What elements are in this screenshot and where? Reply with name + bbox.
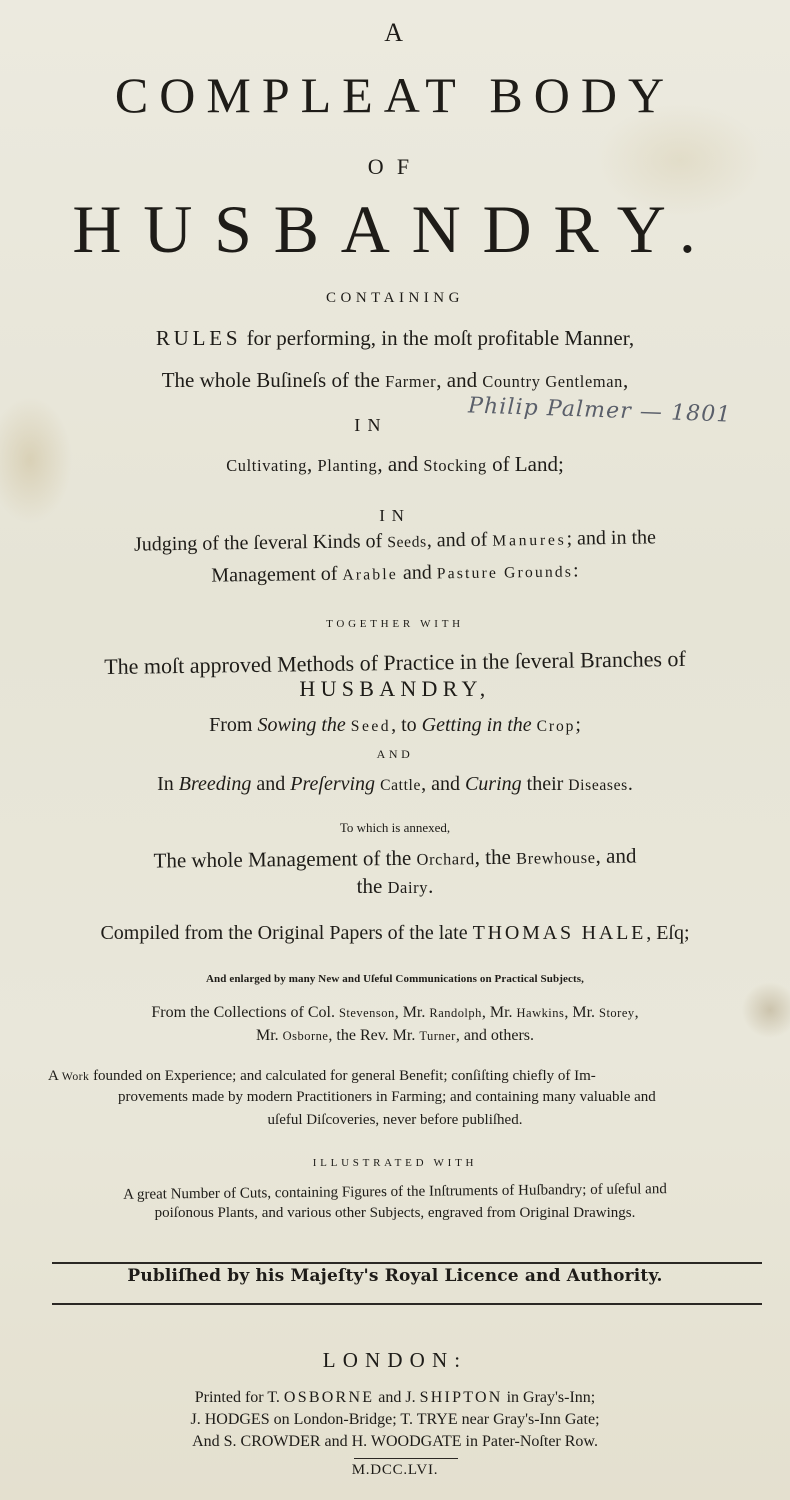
judging-line — [0, 524, 790, 558]
whole-business-line — [0, 368, 790, 393]
in-heading-2: IN — [379, 506, 411, 525]
breeding-i: their — [521, 773, 569, 795]
osborne-line — [0, 1027, 790, 1045]
printed2-c: on London-Bridge; T. — [269, 1411, 417, 1428]
rules-text: for performing, in the moſt profitable Manner, — [241, 326, 635, 350]
from-g: , Mr. — [564, 1004, 600, 1021]
management-line — [0, 556, 790, 590]
imprint-date: M.DCC.LVI. — [351, 1462, 439, 1478]
sowing-italic: Sowing the — [257, 714, 346, 736]
manures-caps: Manures — [492, 531, 567, 550]
together-with-heading: TOGETHER WITH — [326, 618, 464, 630]
getting-italic: Getting in the — [421, 714, 532, 736]
orchard-c: , the — [474, 844, 517, 870]
stevenson-caps: Stevenson — [338, 1006, 395, 1020]
cattle-caps: Cattle — [380, 777, 422, 794]
illustrated-with-heading: ILLUSTRATED WITH — [312, 1157, 478, 1169]
work-a: A — [48, 1068, 62, 1084]
management-text-c: and — [397, 561, 437, 584]
from-c: , Mr. — [394, 1004, 430, 1021]
hodges-name: HODGES — [204, 1411, 270, 1428]
printed2-a: J. — [190, 1411, 205, 1428]
title-article: A — [384, 18, 406, 47]
sowing-line — [0, 714, 790, 737]
rules-line — [0, 326, 790, 351]
osborne-name: OSBORNE — [283, 1389, 375, 1406]
farmer-caps: Farmer — [385, 372, 437, 391]
orchard-line — [0, 842, 790, 875]
osborne-a: Mr. — [255, 1027, 283, 1044]
most-approved-line: The moſt approved Methods of Practice in the ſeveral Branches of — [104, 645, 686, 680]
imprint-line-3 — [0, 1433, 790, 1451]
hawkins-caps: Hawkins — [516, 1006, 565, 1020]
printed3-a: And S. — [192, 1433, 241, 1450]
date-rule — [354, 1458, 458, 1459]
orchard-e: , and — [595, 843, 637, 868]
great-number-line: A great Number of Cuts, containing Figures of the Inſtruments of Huſbandry; of uſeful and — [123, 1181, 667, 1203]
cultivating-caps: Cultivating — [226, 456, 308, 475]
enlarged-line: And enlarged by many New and Uſeful Communications on Practical Subjects, — [205, 973, 585, 985]
and-heading: AND — [376, 747, 414, 761]
dairy-a: the — [356, 874, 388, 898]
work-c: founded on Experience; and calculated for general Benefit; conſiſting chiefly of Im- — [89, 1068, 596, 1084]
management-text-e: : — [572, 559, 579, 582]
arable-caps: Arable — [342, 565, 399, 584]
title-of: OF — [367, 154, 423, 179]
trye-name: TRYE — [416, 1411, 458, 1428]
work-caps: Work — [61, 1070, 90, 1083]
rule-top — [52, 1262, 762, 1264]
printed2-e: near Gray's-Inn Gate; — [457, 1411, 600, 1428]
breeding-g: , and — [421, 773, 465, 795]
osborne-e: , and others. — [455, 1027, 535, 1044]
breeding-c: and — [251, 773, 291, 795]
sowing-e: , to — [391, 714, 422, 736]
dairy-line — [0, 874, 790, 899]
judging-text-e: ; and in the — [566, 526, 657, 550]
osborne-c: , the Rev. Mr. — [328, 1027, 420, 1044]
dairy-c: . — [428, 874, 434, 898]
brewhouse-caps: Brewhouse — [516, 847, 596, 868]
woodgate-name: WOODGATE — [370, 1433, 462, 1450]
printed1-c: and J. — [374, 1389, 420, 1406]
from-i: , — [634, 1004, 639, 1021]
rules-word: RULES — [155, 326, 242, 350]
from-a: From the Collections of Col. — [151, 1004, 339, 1021]
management-text-a: Management of — [211, 562, 343, 587]
title-line-1: COMPLEAT BODY — [114, 67, 676, 123]
judging-text-c: , and of — [426, 528, 493, 552]
diseases-caps: Diseases — [568, 777, 628, 794]
work-line-1 — [48, 1068, 768, 1085]
planting-caps: Planting — [317, 456, 378, 475]
country-gentleman-caps: Country Gentleman — [482, 372, 623, 391]
seeds-caps: Seeds — [387, 533, 427, 552]
printed1-e: in Gray's-Inn; — [502, 1389, 596, 1406]
sowing-a: From — [209, 714, 258, 736]
shipton-name: SHIPTON — [419, 1389, 503, 1406]
judging-text-a: Judging of the ſeveral Kinds of — [133, 530, 388, 556]
turner-caps: Turner — [419, 1029, 456, 1043]
annexed-line: To which is annexed, — [339, 820, 451, 835]
owner-signature: Philip Palmer — 1801 — [467, 393, 732, 428]
stocking-caps: Stocking — [423, 456, 487, 475]
orchard-caps: Orchard — [416, 849, 475, 869]
whole-text-e: , — [623, 368, 629, 392]
work-line-3: uſeful Diſcoveries, never before publiſhed. — [267, 1112, 523, 1128]
pasture-grounds-caps: Pasture Grounds — [436, 563, 574, 583]
collections-line — [0, 1004, 790, 1022]
orchard-a: The whole Management of the — [153, 845, 417, 873]
poisonous-line: poiſonous Plants, and various other Subjects, engraved from Original Drawings. — [154, 1205, 636, 1221]
cultivating-line — [0, 452, 790, 477]
preserving-italic: Preſerving — [290, 773, 376, 795]
printed3-e: in Pater-Noſter Row. — [461, 1433, 598, 1450]
breeding-line — [0, 773, 790, 796]
curing-italic: Curing — [464, 773, 522, 795]
from-e: , Mr. — [481, 1004, 517, 1021]
compiled-a: Compiled from the Original Papers of the late — [100, 922, 473, 944]
printed1-a: Printed for T. — [194, 1389, 284, 1406]
randolph-caps: Randolph — [429, 1006, 482, 1020]
whole-text-a: The whole Buſineſs of the — [161, 368, 386, 392]
title-line-2: HUSBANDRY. — [72, 191, 718, 267]
containing-heading: CONTAINING — [326, 290, 464, 306]
breeding-a: In — [157, 773, 179, 795]
husbandry-subheading: HUSBANDRY, — [299, 676, 491, 701]
seed-caps: Seed — [350, 718, 392, 735]
rule-bottom — [52, 1303, 762, 1305]
work-line-2: provements made by modern Practitioners in Farming; and containing many valuable and — [118, 1089, 656, 1105]
sowing-i: ; — [575, 714, 581, 736]
published-line: Publiſhed by his Majeſty's Royal Licence and Authority. — [127, 1266, 663, 1286]
dairy-caps: Dairy — [387, 878, 429, 897]
author-name: THOMAS HALE — [472, 922, 647, 944]
crowder-name: CROWDER — [240, 1433, 321, 1450]
cultivating-end: of Land; — [486, 452, 564, 476]
crop-caps: Crop — [536, 718, 576, 735]
imprint-line-1 — [0, 1389, 790, 1407]
cultivating-sep-1: , — [307, 452, 318, 476]
imprint-city: LONDON: — [322, 1348, 468, 1372]
cultivating-sep-2: , and — [377, 452, 424, 476]
compiled-line — [0, 922, 790, 945]
storey-caps: Storey — [599, 1006, 635, 1020]
printed3-c: and H. — [320, 1433, 371, 1450]
osborne-caps: Osborne — [282, 1029, 329, 1043]
compiled-c: , Eſq; — [646, 922, 690, 944]
breeding-k: . — [627, 773, 633, 795]
in-heading-1: IN — [354, 415, 388, 435]
whole-text-c: , and — [436, 368, 483, 392]
breeding-italic: Breeding — [178, 773, 252, 795]
imprint-line-2 — [0, 1411, 790, 1429]
